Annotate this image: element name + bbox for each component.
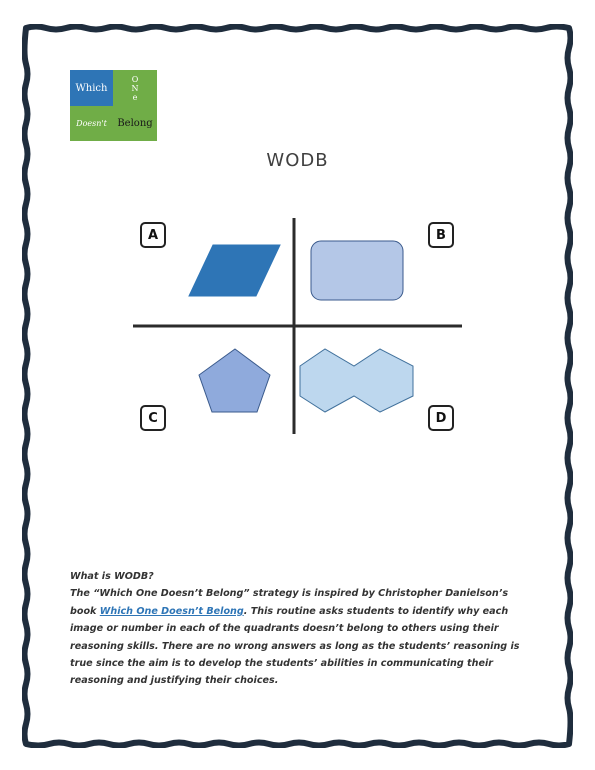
logo-doesnt: Doesn't bbox=[70, 106, 113, 141]
quadrant-label-c: C bbox=[140, 405, 166, 431]
logo-which: Which bbox=[70, 70, 113, 106]
parallelogram-shape bbox=[189, 245, 280, 296]
description-paragraph bbox=[70, 585, 530, 689]
logo-one: O N e bbox=[113, 70, 157, 106]
description-line1: The “Which One Doesn’t Belong” strategy is inspired by Christopher Danielson’s book bbox=[70, 588, 509, 617]
description-block bbox=[70, 568, 530, 690]
quadrant-label-d: D bbox=[428, 405, 454, 431]
description-rest: . This routine asks students to identify why each image or number in each of the quadrants doesn’t belong to others using their reasoning skills. There are no wrong answers as long as the students’ reasoning is true since the aim is to develop the students’ abilities in communicating their reasoning and justifying their choices. bbox=[70, 605, 520, 687]
description-heading: What is WODB? bbox=[70, 571, 154, 582]
quadrant-label-a: A bbox=[140, 222, 166, 248]
page-title: WODB bbox=[266, 150, 329, 171]
quadrant-label-b: B bbox=[428, 222, 454, 248]
book-link[interactable]: Which One Doesn’t Belong bbox=[99, 605, 244, 617]
logo-belong: Belong bbox=[113, 106, 157, 141]
rounded-rectangle-shape bbox=[311, 241, 403, 300]
pentagon-shape bbox=[199, 349, 270, 412]
double-hexagon-shape bbox=[300, 349, 413, 412]
